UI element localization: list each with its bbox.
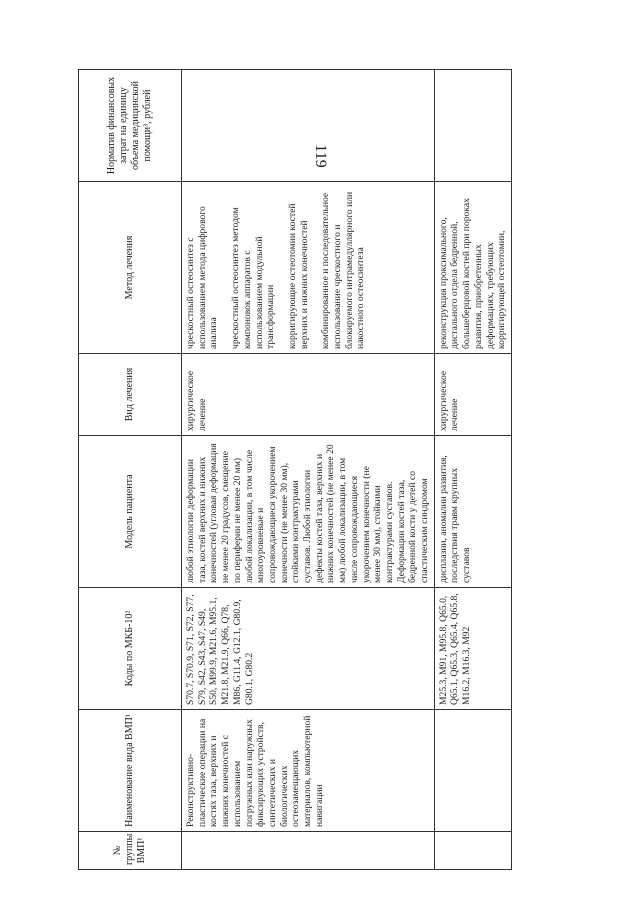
method-item: чрескостный остеосинтез с использованием метода цифрового анализа bbox=[185, 206, 220, 349]
vmp-table bbox=[78, 69, 512, 870]
rotated-table-container bbox=[78, 70, 638, 870]
cell-cost bbox=[434, 70, 511, 182]
method-item: чрескостный остеосинтез методом компоновок аппаратов с использованием модульной трансформации bbox=[230, 207, 277, 349]
col-header-method: Метод лечения bbox=[79, 182, 182, 354]
cell-model: дисплазии, аномалии развития, последствия травм крупных суставов bbox=[434, 436, 511, 588]
cell-method bbox=[182, 182, 435, 354]
cell-cost bbox=[182, 70, 435, 182]
col-header-cost: Норматив финансовых затрат на единицу объема медицинской помощи³, рублей bbox=[79, 70, 182, 182]
method-item: корригирующие остеотомии костей верхних и нижних конечностей bbox=[286, 203, 310, 349]
cell-group bbox=[182, 832, 435, 870]
cell-name bbox=[434, 710, 511, 832]
method-item: комбинированное и последовательное использование чрескостного и блокируемого интрамедуллярного или накостного остеосинтеза bbox=[320, 191, 367, 349]
cell-group bbox=[434, 832, 511, 870]
col-header-group: № группы ВМП¹ bbox=[79, 832, 182, 870]
col-header-name: Наименование вида ВМП¹ bbox=[79, 710, 182, 832]
col-header-model: Модель пациента bbox=[79, 436, 182, 588]
page-number: 119 bbox=[312, 144, 329, 168]
cell-method bbox=[434, 182, 511, 354]
cell-type: хирургическое лечение bbox=[434, 354, 511, 436]
method-item: реконструкция проксимального, дистального отдела бедренной, большеберцовой костей при пороках развития, приобретенных деформациях, требующих корригирующей остеотомии, bbox=[437, 198, 508, 349]
cell-codes: M25.3, M91, M95.8, Q65.0, Q65.1, Q65.3, Q65.4, Q65.8, M16.2, M16.3, M92 bbox=[434, 588, 511, 710]
cell-codes: S70.7, S70.9, S71, S72, S77, S79, S42, S43, S47, S49, S50, M99.9, M21.6, M95.1, M21.8, M21.9, Q66, Q78, M86, G11.4, G12.1, G80.9, G80.1, G80.2 bbox=[182, 588, 435, 710]
col-header-codes: Коды по МКБ-10² bbox=[79, 588, 182, 710]
cell-model: любой этиологии деформации таза, костей верхних и нижних конечностей (угловая деформация не менее 20 градусов, смещение по периферии не менее 20 мм) любой локализации, в том числе многоуровневые и сопровождающиеся укорочением конечности (не менее 30 мм), стойкими контрактурами суставов. Любой этиологии дефекты костей таза, верхних и нижних конечностей (не менее 20 мм) любой локализации, в том числе сопровождающиеся укорочением конечности (не менее 30 мм), стойкими контрактурами суставов. Деформации костей таза, бедренной кости у детей со спастическим синдромом bbox=[182, 436, 435, 588]
table-header-row bbox=[79, 70, 182, 870]
table-row bbox=[434, 70, 511, 870]
col-header-type: Вид лечения bbox=[79, 354, 182, 436]
cell-type: хирургическое лечение bbox=[182, 354, 435, 436]
cell-name: Реконструктивно-пластические операции на костях таза, верхних и нижних конечностей с использованием погружных или наружных фиксирующих устройств, синтетических и биологических остеозамещающих материалов, компьютерной навигации bbox=[182, 710, 435, 832]
table-row bbox=[182, 70, 435, 870]
